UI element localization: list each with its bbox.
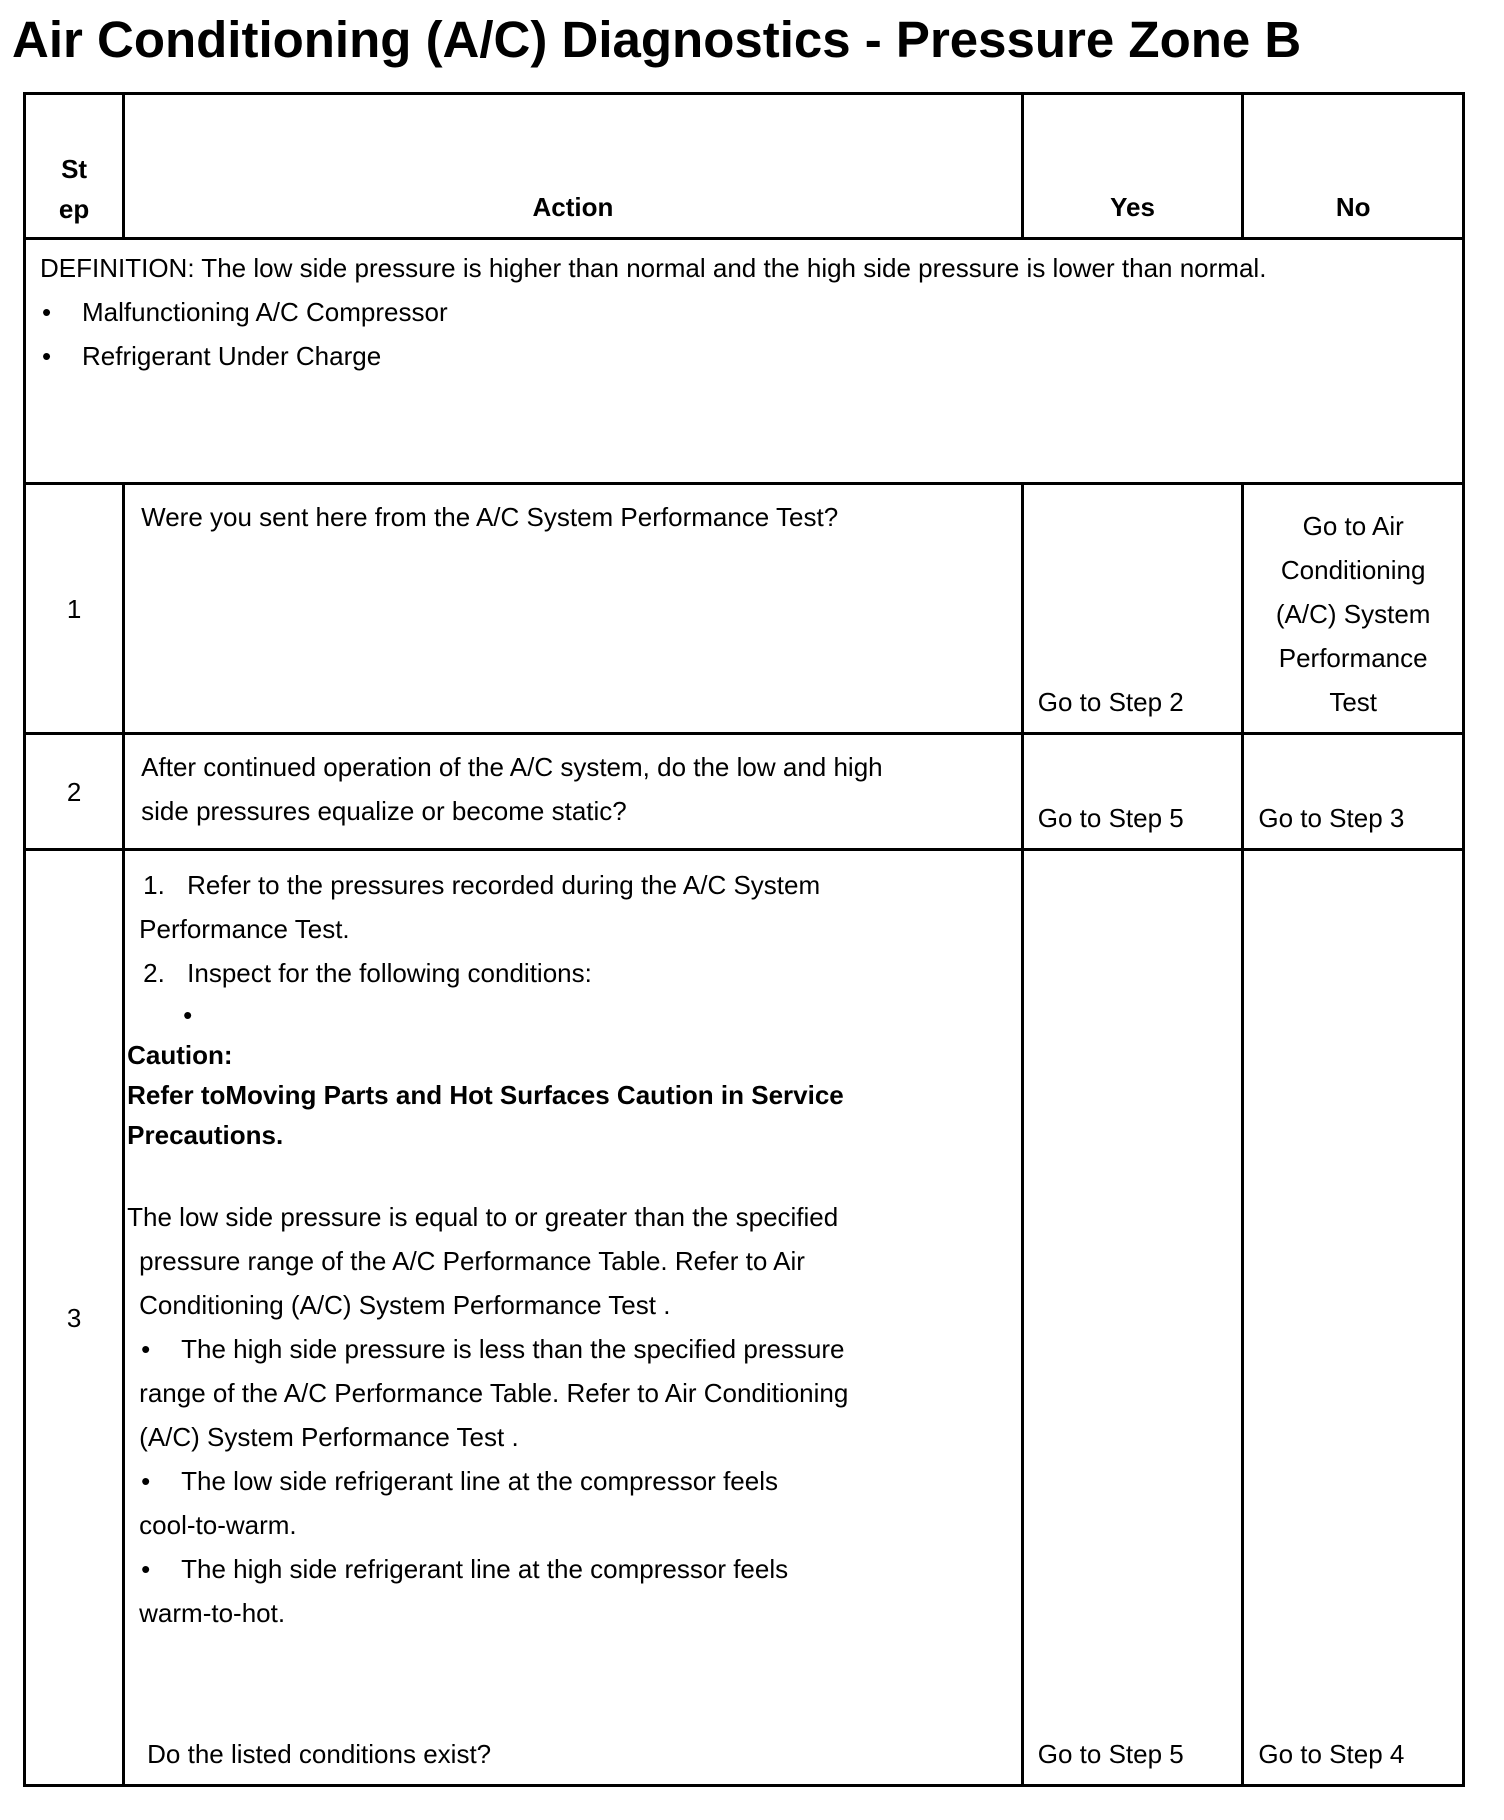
step-number: 1	[25, 484, 124, 734]
condition-text: warm-to-hot.	[139, 1598, 286, 1628]
bullet-icon: •	[141, 1554, 151, 1584]
step-action	[124, 850, 1023, 1786]
step-header-line2: ep	[58, 194, 90, 224]
no-result-line: Conditioning	[1280, 555, 1426, 585]
yes-header: Yes	[1022, 94, 1243, 239]
no-result-line: (A/C) System	[1275, 599, 1431, 629]
definition-cell	[25, 239, 1464, 484]
item-number: 2.	[143, 958, 165, 988]
bullet-icon: •	[42, 341, 52, 371]
condition-item	[125, 1547, 1007, 1591]
item-text-continued: Performance Test.	[139, 914, 350, 944]
condition-text: The high side refrigerant line at the compressor feels	[181, 1554, 789, 1584]
step-header-line1: St	[61, 154, 88, 184]
step-action-line: side pressures equalize or become static?	[141, 796, 627, 826]
bullet-icon: •	[42, 297, 52, 327]
no-result-line: Go to Air	[1302, 511, 1404, 541]
item-text: Refer to the pressures recorded during the A/C System	[187, 870, 821, 900]
item-text: Inspect for the following conditions:	[187, 958, 592, 988]
condition-text: range of the A/C Performance Table. Refer to Air Conditioning	[139, 1378, 849, 1408]
yes-result: Go to Step 2	[1022, 484, 1243, 734]
definition-bullet-text: Refrigerant Under Charge	[82, 341, 382, 371]
step-action	[124, 734, 1023, 850]
step-number: 2	[25, 734, 124, 850]
condition-text: (A/C) System Performance Test .	[139, 1422, 519, 1452]
definition-row	[25, 239, 1464, 484]
page-title: Air Conditioning (A/C) Diagnostics - Pressure Zone B	[12, 11, 1302, 68]
no-result	[1243, 484, 1464, 734]
condition-text: pressure range of the A/C Performance Table. Refer to Air	[139, 1246, 805, 1276]
diagnostic-table	[23, 92, 1465, 1787]
bullet-icon: •	[183, 1000, 193, 1030]
step-question: Do the listed conditions exist?	[147, 1739, 492, 1769]
item-number: 1.	[143, 870, 165, 900]
condition-text: The low side pressure is equal to or greater than the specified	[127, 1202, 839, 1232]
step-action-line: After continued operation of the A/C system, do the low and high	[141, 752, 883, 782]
no-result-line: Test	[1329, 687, 1378, 717]
step-header	[25, 94, 124, 239]
numbered-item	[125, 951, 1007, 995]
no-header: No	[1243, 94, 1464, 239]
caution-text: Precautions.	[127, 1120, 284, 1150]
condition-text: Conditioning (A/C) System Performance Test .	[139, 1290, 671, 1320]
table-row	[25, 850, 1464, 1786]
definition-text: DEFINITION: The low side pressure is higher than normal and the high side pressure is lower than normal.	[40, 253, 1267, 283]
no-result-line: Performance	[1278, 643, 1428, 673]
spacer	[125, 1155, 1007, 1195]
caution-text: Refer toMoving Parts and Hot Surfaces Caution in Service	[127, 1080, 844, 1110]
definition-bullet	[40, 290, 1448, 334]
no-result: Go to Step 4	[1243, 850, 1464, 1786]
step-action: Were you sent here from the A/C System Performance Test?	[124, 484, 1023, 734]
condition-text: The low side refrigerant line at the compressor feels	[181, 1466, 778, 1496]
caution-label: Caution:	[127, 1040, 233, 1070]
table-row	[25, 734, 1464, 850]
yes-result: Go to Step 5	[1022, 850, 1243, 1786]
no-result: Go to Step 3	[1243, 734, 1464, 850]
yes-result: Go to Step 5	[1022, 734, 1243, 850]
table-row	[25, 484, 1464, 734]
table-header-row	[25, 94, 1464, 239]
bullet-icon: •	[141, 1466, 151, 1496]
definition-bullet	[40, 334, 1448, 378]
step-number: 3	[25, 850, 124, 1786]
numbered-item	[125, 863, 1007, 907]
definition-bullet-text: Malfunctioning A/C Compressor	[82, 297, 448, 327]
bullet-icon: •	[141, 1334, 151, 1364]
condition-text: The high side pressure is less than the specified pressure	[181, 1334, 845, 1364]
condition-text: cool-to-warm.	[139, 1510, 297, 1540]
action-header: Action	[124, 94, 1023, 239]
condition-item	[125, 1327, 1007, 1371]
condition-item	[125, 1459, 1007, 1503]
